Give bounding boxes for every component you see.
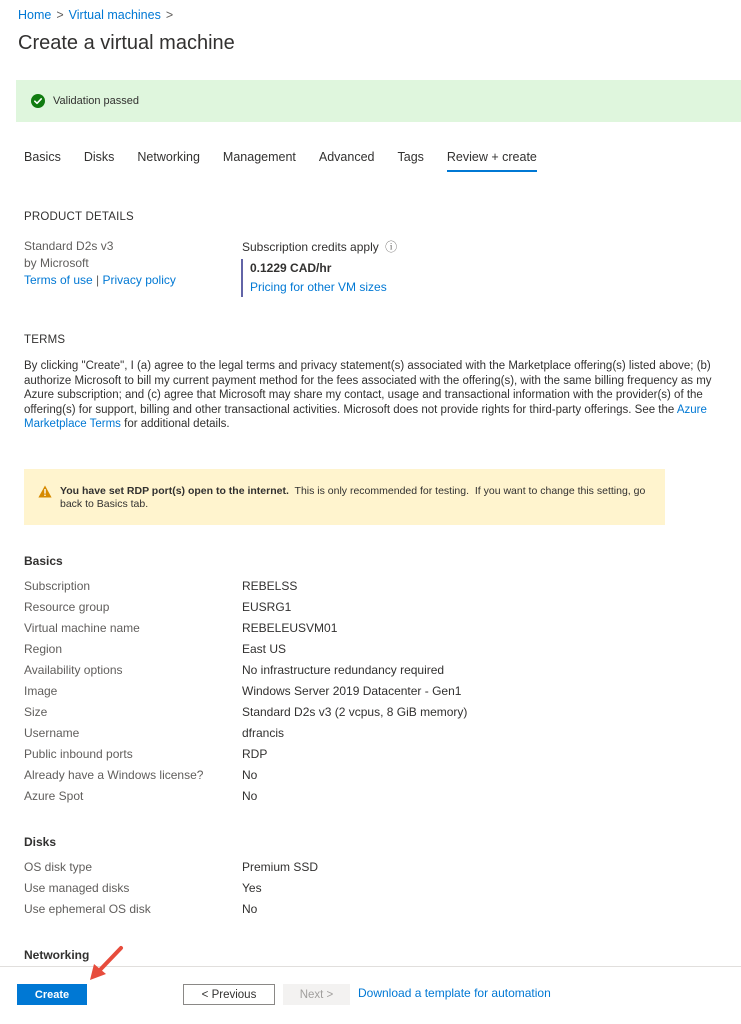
- summary-row: [24, 576, 724, 597]
- summary-key: OS disk type: [24, 860, 93, 874]
- summary-value: No: [242, 902, 258, 916]
- summary-key: Use ephemeral OS disk: [24, 902, 151, 916]
- product-publisher: by Microsoft: [24, 256, 89, 270]
- product-pricing: [242, 238, 397, 297]
- basics-heading: Basics: [24, 554, 63, 568]
- terms-of-use-link[interactable]: Terms of use: [24, 273, 93, 287]
- summary-row: [24, 681, 724, 702]
- product-details-heading: PRODUCT DETAILS: [24, 211, 134, 223]
- validation-banner: [16, 80, 741, 122]
- annotation-arrow-icon: [86, 944, 126, 984]
- tab-review-create[interactable]: Review + create: [447, 150, 537, 172]
- summary-row: [24, 786, 724, 807]
- summary-key: Resource group: [24, 600, 110, 614]
- warning-bold-text: You have set RDP port(s) open to the internet.: [60, 485, 289, 497]
- tab-advanced[interactable]: Advanced: [318, 150, 375, 164]
- price-value: 0.1229 CAD/hr: [250, 261, 332, 275]
- summary-key: Already have a Windows license?: [24, 768, 204, 782]
- previous-button[interactable]: < Previous: [183, 984, 275, 1005]
- breadcrumb-separator: >: [56, 8, 64, 22]
- subscription-credits-label: Subscription credits apply: [242, 240, 379, 254]
- warning-text: This is only recommended for testing. If you want to change this setting, go back to Basics tab.: [60, 485, 649, 510]
- summary-value: No: [242, 789, 258, 803]
- pricing-other-sizes-link[interactable]: Pricing for other VM sizes: [250, 280, 387, 294]
- summary-row: [24, 899, 724, 920]
- basics-summary: [24, 576, 724, 807]
- price-block: [241, 259, 397, 297]
- summary-value: REBELEUSVM01: [242, 621, 338, 635]
- product-summary: [24, 238, 176, 289]
- summary-key: Use managed disks: [24, 881, 130, 895]
- summary-value: Premium SSD: [242, 860, 319, 874]
- summary-value: Standard D2s v3 (2 vcpus, 8 GiB memory): [242, 705, 468, 719]
- validation-text: Validation passed: [53, 95, 140, 107]
- terms-body: By clicking "Create", I (a) agree to the legal terms and privacy statement(s) associated with the Marketplace offering(s) listed above; (b) authorize Microsoft to bill my current payment method for the fees associated with the offering(s), with the same billing frequency as my Azure subscription; and (c) agree that Microsoft may share my contact, usage and transactional information with the provider(s) of the offering(s) for support, billing and other transactional activities. Microsoft does not provide rights for third-party offerings. See the: [24, 360, 712, 416]
- azure-marketplace-terms-link[interactable]: Azure Marketplace Terms: [24, 403, 707, 431]
- summary-value: RDP: [242, 747, 268, 761]
- summary-key: Subscription: [24, 579, 91, 593]
- link-divider: |: [96, 273, 100, 287]
- rdp-warning-banner: [24, 469, 665, 525]
- tab-bar: [24, 150, 560, 172]
- tab-disks[interactable]: Disks: [83, 150, 115, 164]
- summary-value: dfrancis: [242, 726, 285, 740]
- summary-key: Region: [24, 642, 63, 656]
- summary-key: Username: [24, 726, 80, 740]
- download-template-link[interactable]: Download a template for automation: [358, 986, 551, 1000]
- summary-row: [24, 878, 724, 899]
- breadcrumb-virtual-machines-link[interactable]: Virtual machines: [68, 8, 161, 22]
- terms-text: [24, 359, 724, 432]
- terms-body-end: for additional details.: [120, 418, 230, 431]
- summary-key: Azure Spot: [24, 789, 84, 803]
- summary-row: [24, 597, 724, 618]
- summary-value: Windows Server 2019 Datacenter - Gen1: [242, 684, 462, 698]
- disks-heading: Disks: [24, 835, 57, 849]
- warning-icon: [38, 485, 52, 498]
- summary-value: No infrastructure redundancy required: [242, 663, 445, 677]
- terms-heading: TERMS: [24, 334, 66, 346]
- summary-value: East US: [242, 642, 287, 656]
- tab-tags[interactable]: Tags: [397, 150, 424, 164]
- summary-key: Public inbound ports: [24, 747, 133, 761]
- summary-row: [24, 857, 724, 878]
- summary-row: [24, 723, 724, 744]
- breadcrumb-separator: >: [165, 8, 174, 22]
- summary-value: EUSRG1: [242, 600, 292, 614]
- summary-row: [24, 702, 724, 723]
- summary-key: Virtual machine name: [24, 621, 140, 635]
- summary-key: Availability options: [24, 663, 123, 677]
- page-title: Create a virtual machine: [18, 32, 235, 54]
- disks-summary: [24, 857, 724, 920]
- summary-row: [24, 765, 724, 786]
- summary-value: REBELSS: [242, 579, 298, 593]
- summary-row: [24, 744, 724, 765]
- networking-heading: Networking: [24, 948, 90, 962]
- product-name: Standard D2s v3: [24, 239, 114, 253]
- tab-networking[interactable]: Networking: [137, 150, 200, 164]
- create-button[interactable]: Create: [17, 984, 87, 1005]
- breadcrumb: [18, 8, 178, 22]
- summary-key: Size: [24, 705, 48, 719]
- summary-value: Yes: [242, 881, 262, 895]
- privacy-policy-link[interactable]: Privacy policy: [102, 273, 176, 287]
- tab-management[interactable]: Management: [222, 150, 296, 164]
- next-button[interactable]: Next >: [283, 984, 350, 1005]
- summary-value: No: [242, 768, 258, 782]
- summary-row: [24, 618, 724, 639]
- check-circle-icon: [31, 94, 45, 108]
- summary-row: [24, 660, 724, 681]
- info-icon[interactable]: ⓘ: [385, 240, 398, 254]
- summary-key: Image: [24, 684, 58, 698]
- breadcrumb-home-link[interactable]: Home: [18, 8, 52, 22]
- summary-row: [24, 639, 724, 660]
- tab-basics[interactable]: Basics: [24, 150, 61, 164]
